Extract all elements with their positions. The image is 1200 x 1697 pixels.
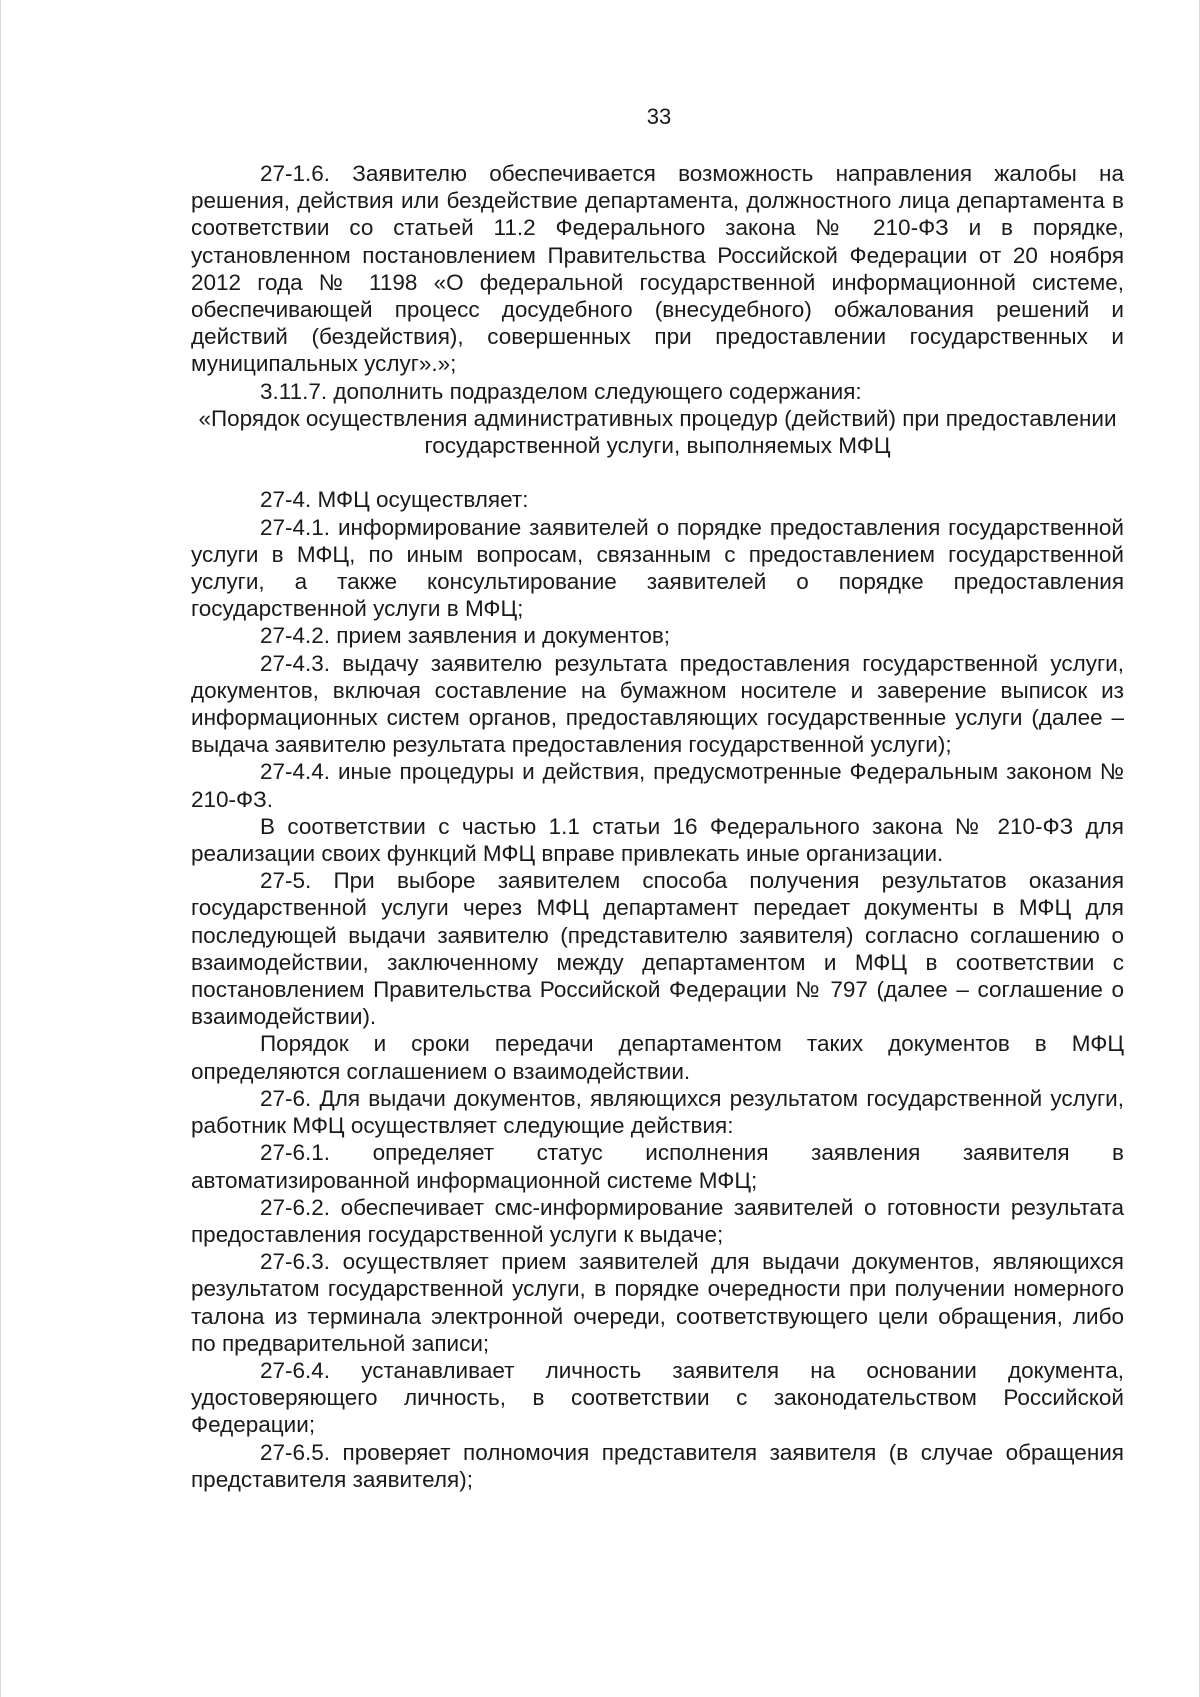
blank-line [191, 459, 1124, 486]
page-number: 33 [646, 104, 672, 129]
paragraph-transfer-terms: Порядок и сроки передачи департаментом таких документов в МФЦ определяются соглашением о взаимодействии. [191, 1031, 1124, 1084]
paragraph-27-6-2: 27-6.2. обеспечивает смс-информирование заявителей о готовности результата предоставления государственной услуги к выдаче; [191, 1194, 1124, 1247]
paragraph-27-6-4: 27-6.4. устанавливает личность заявителя на основании документа, удостоверяющего личность, в соответствии с законодательством Российской Федерации; [191, 1357, 1124, 1438]
paragraph-27-6-1: 27-6.1. определяет статус исполнения заявления заявителя в автоматизированной информационной системе МФЦ; [191, 1140, 1124, 1193]
paragraph-27-6-5: 27-6.5. проверяет полномочия представителя заявителя (в случае обращения представителя заявителя); [191, 1439, 1124, 1492]
document-body [191, 160, 1124, 1493]
paragraph-27-4-3: 27-4.3. выдачу заявителю результата предоставления государственной услуги, документов, включая составление на бумажном носителе и заверение выписок из информационных систем органов, предоставляющих государственные услуги (далее – выдача заявителю результата предоставления государственной услуги); [191, 650, 1124, 758]
paragraph-27-6: 27-6. Для выдачи документов, являющихся результатом государственной услуги, работник МФЦ осуществляет следующие действия: [191, 1085, 1124, 1139]
paragraph-27-4-4: 27-4.4. иные процедуры и действия, предусмотренные Федеральным законом № 210-ФЗ. [191, 759, 1124, 812]
paragraph-part-1-1: В соответствии с частью 1.1 статьи 16 Федерального закона № 210-ФЗ для реализации своих функций МФЦ вправе привлекать иные организации. [191, 813, 1124, 867]
paragraph-27-4: 27-4. МФЦ осуществляет: [260, 487, 529, 513]
paragraph-27-5: 27-5. При выборе заявителем способа получения результатов оказания государственной услуги через МФЦ департамент передает документы в МФЦ для последующей выдачи заявителю (представителю заявителя) согласно соглашению о взаимодействии, заключенному между департаментом и МФЦ в соответствии с постановлением Правительства Российской Федерации № 797 (далее – соглашение о взаимодействии). [191, 868, 1124, 1030]
paragraph-3-11-7: 3.11.7. дополнить подразделом следующего содержания: [260, 378, 862, 404]
paragraph-27-4-2: 27-4.2. прием заявления и документов; [260, 623, 671, 649]
paragraph-27-6-3: 27-6.3. осуществляет прием заявителей для выдачи документов, являющихся результатом государственной услуги, в порядке очередности при получении номерного талона из терминала электронной очереди, соответствующего цели обращения, либо по предварительной записи; [191, 1249, 1124, 1356]
paragraph-27-1-6: 27-1.6. Заявителю обеспечивается возможность направления жалобы на решения, действия или бездействие департамента, должностного лица департамента в соответствии со статьей 11.2 Федерального закона № 210-ФЗ и в порядке, установленном постановлением Правительства Российской Федерации от 20 ноября 2012 года № 1198 «О федеральной государственной информационной системе, обеспечивающей процесс досудебного (внесудебного) обжалования решений и действий (бездействия), совершенных при предоставлении государственных и муниципальных услуг».»; [191, 161, 1124, 377]
paragraph-27-4-1: 27-4.1. информирование заявителей о порядке предоставления государственной услуги в МФЦ, по иным вопросам, связанным с предоставлением государственной услуги, а также консультирование заявителей о порядке предоставления государственной услуги в МФЦ; [191, 514, 1124, 622]
subsection-heading: «Порядок осуществления административных процедур (действий) при предоставлении государственной услуги, выполняемых МФЦ [198, 405, 1117, 459]
